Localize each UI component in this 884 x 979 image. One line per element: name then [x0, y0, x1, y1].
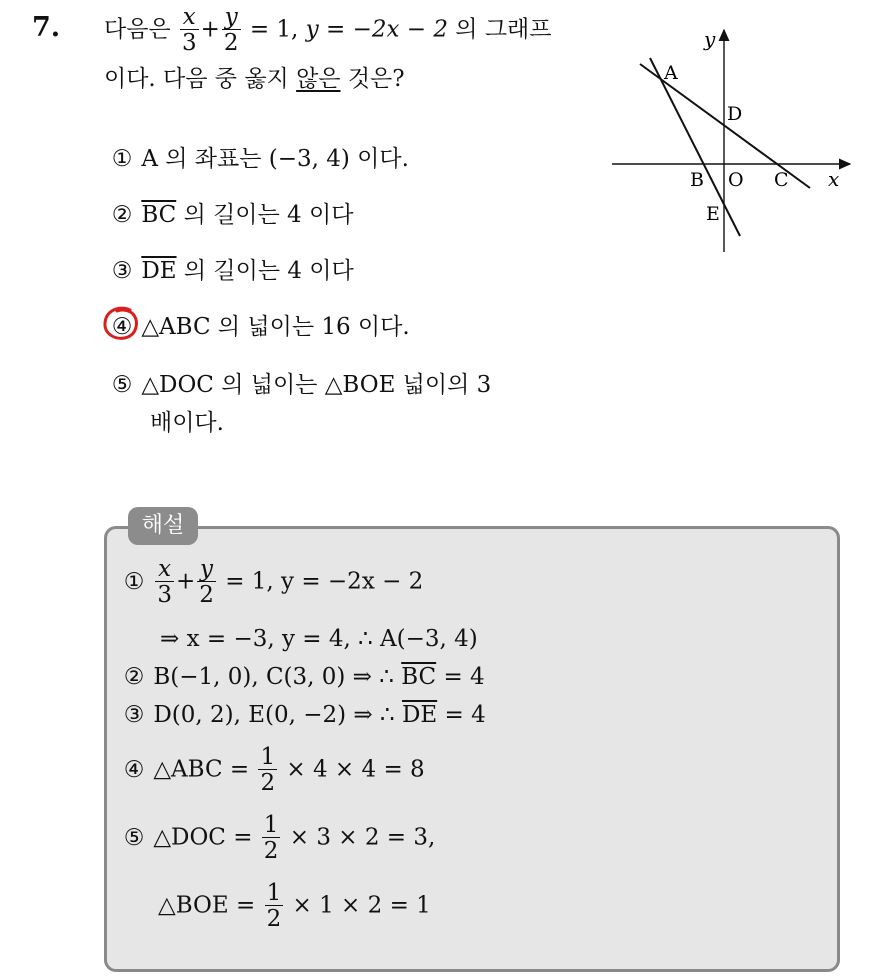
- frac-den: 2: [263, 838, 279, 864]
- choice-number: ①: [111, 146, 133, 172]
- solution-tag: 해설: [128, 507, 198, 545]
- solution-rhs: × 3 × 2 = 3,: [289, 824, 436, 851]
- frac-num: 1: [266, 880, 282, 906]
- solution-value: = 4: [443, 664, 485, 690]
- frac-den: 3: [181, 30, 197, 56]
- point-d-label: D: [727, 103, 743, 125]
- underlined-word: 않은: [296, 66, 341, 92]
- choice-5[interactable]: [110, 366, 491, 399]
- solution-line-1b: ⇒ x = −3, y = 4, ∴ A(−3, 4): [160, 626, 478, 652]
- solution-value: = 4: [444, 702, 486, 728]
- solution-lhs: △ABC =: [153, 756, 250, 783]
- frac-den: 2: [199, 582, 214, 608]
- choice-number: ⑤: [111, 372, 133, 398]
- equation-line: y = −2x − 2: [305, 16, 448, 43]
- solution-rhs: × 1 × 2 = 1: [292, 892, 431, 919]
- segment-bc: $\overline{BC}$: [401, 664, 437, 690]
- fraction-y-over-2: [197, 558, 216, 607]
- choice-number: ④: [111, 314, 133, 340]
- choice-text: 의 길이는 4 이다: [183, 202, 354, 228]
- frac-num: x: [182, 4, 196, 30]
- solution-line-4: [122, 746, 425, 795]
- choice-text: 의 길이는 4 이다: [183, 258, 354, 284]
- fraction-x-over-3: [180, 6, 199, 55]
- fraction-one-half: [262, 814, 281, 863]
- choice-3[interactable]: [110, 252, 354, 285]
- solution-lhs: △DOC =: [153, 824, 253, 851]
- choice-2[interactable]: [110, 196, 353, 229]
- point-o-label: O: [728, 169, 744, 191]
- choice-text: A 의 좌표는 (−3, 4) 이다.: [141, 146, 409, 172]
- choice-4[interactable]: [110, 308, 410, 341]
- segment-bc: $\overline{BC}$: [141, 202, 177, 228]
- plus-sign: +: [200, 16, 220, 43]
- question-suffix: 의 그래프: [455, 16, 552, 43]
- solution-line-1: [122, 558, 423, 607]
- solution-number: ⑤: [123, 824, 145, 851]
- point-a-label: A: [664, 62, 678, 84]
- choice-text: △ABC 의 넓이는 16 이다.: [141, 314, 410, 340]
- solution-rhs: × 4 × 4 = 8: [286, 756, 425, 783]
- solution-line-2: [122, 664, 485, 690]
- frac-num: 1: [260, 744, 276, 770]
- selected-answer-circle-icon: [100, 304, 142, 344]
- choice-5-continued: 배이다.: [150, 410, 224, 436]
- equation-part: = 1,: [249, 16, 299, 43]
- frac-num: y: [224, 4, 238, 30]
- solution-equation: = 1, y = −2x − 2: [225, 568, 424, 595]
- solution-number: ④: [123, 756, 145, 783]
- choice-number: ③: [111, 258, 133, 284]
- question-line2-suffix: 것은?: [347, 66, 405, 92]
- fraction-y-over-2: [222, 6, 241, 55]
- question-prefix: 다음은: [104, 16, 171, 43]
- frac-num: 1: [263, 812, 279, 838]
- solution-line-6: [158, 882, 431, 931]
- coordinate-graph: [606, 24, 856, 256]
- fraction-x-over-3: [155, 558, 174, 607]
- frac-num: x: [158, 556, 172, 582]
- fraction-one-half: [265, 882, 284, 931]
- segment-de: $\overline{DE}$: [141, 258, 177, 284]
- question-number: 7.: [32, 12, 61, 43]
- plus-sign: +: [175, 568, 196, 595]
- frac-den: 3: [157, 582, 172, 608]
- frac-den: 2: [260, 770, 276, 796]
- line-a-e: [650, 58, 743, 236]
- choice-1[interactable]: [110, 140, 409, 173]
- solution-number: ①: [123, 568, 145, 595]
- point-c-label: C: [774, 169, 789, 191]
- solution-number: ②: [123, 664, 145, 690]
- solution-line-3: [122, 702, 486, 728]
- point-e-label: E: [706, 203, 720, 225]
- choice-text: △DOC 의 넓이는 △BOE 넓이의 3: [141, 372, 492, 398]
- frac-num: y: [200, 556, 214, 582]
- solution-line-5: [122, 814, 435, 863]
- axis-y-label: y: [704, 27, 716, 51]
- fraction-one-half: [258, 746, 277, 795]
- solution-text: D(0, 2), E(0, −2) ⇒ ∴: [153, 702, 395, 728]
- choice-number: ②: [111, 202, 133, 228]
- solution-number: ③: [123, 702, 145, 728]
- solution-lhs: △BOE =: [158, 892, 256, 919]
- segment-de: $\overline{DE}$: [401, 702, 438, 728]
- question-line2-prefix: 이다. 다음 중 옳지: [104, 66, 289, 92]
- frac-den: 2: [223, 30, 239, 56]
- solution-text: B(−1, 0), C(3, 0) ⇒ ∴: [153, 664, 394, 690]
- question-line-1: [104, 6, 551, 55]
- point-b-label: B: [690, 169, 704, 191]
- frac-den: 2: [266, 906, 282, 932]
- question-line-2: [104, 60, 405, 93]
- axis-x-label: x: [828, 167, 840, 191]
